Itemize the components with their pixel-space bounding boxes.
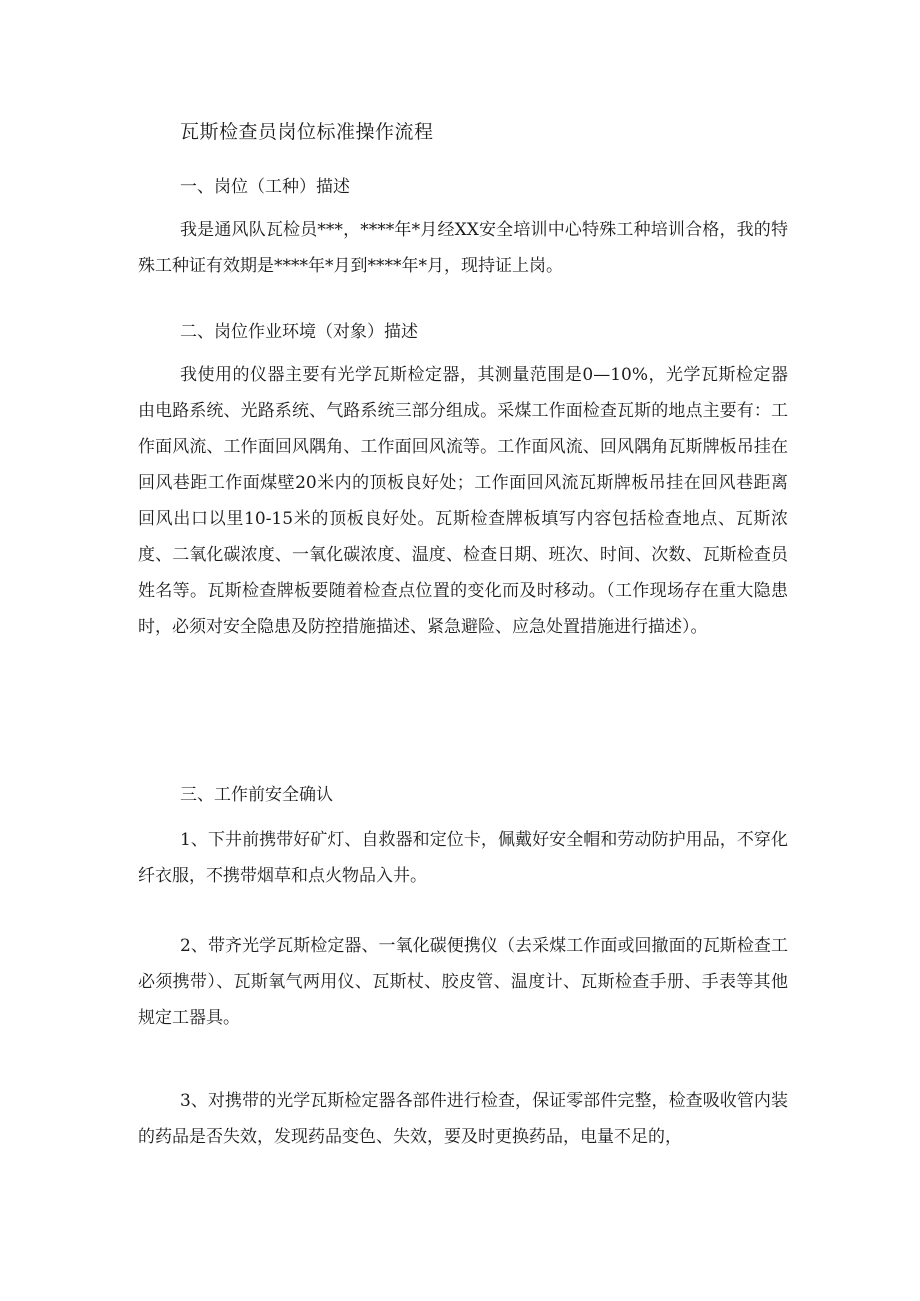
section-1-heading: 一、岗位（工种）描述	[180, 177, 350, 197]
document-title: 瓦斯检查员岗位标准操作流程	[180, 121, 434, 143]
section-2-heading: 二、岗位作业环境（对象）描述	[180, 322, 418, 342]
section-3-heading: 三、工作前安全确认	[180, 785, 333, 805]
section-3-item-3: 3、对携带的光学瓦斯检定器各部件进行检查，保证零部件完整，检查吸收管内装的药品是否失效，发现药品变色、失效，要及时更换药品，电量不足的，	[138, 1091, 788, 1147]
section-1-paragraph: 我是通风队瓦检员***，****年*月经XX安全培训中心特殊工种培训合格，我的特殊工种证有效期是****年*月到****年*月，现持证上岗。	[138, 220, 788, 276]
section-3-item-1: 1、下井前携带好矿灯、自救器和定位卡，佩戴好安全帽和劳动防护用品，不穿化纤衣服，不携带烟草和点火物品入井。	[138, 830, 788, 886]
section-2-paragraph: 我使用的仪器主要有光学瓦斯检定器，其测量范围是0—10%，光学瓦斯检定器由电路系统、光路系统、气路系统三部分组成。采煤工作面检查瓦斯的地点主要有：工作面风流、工作面回风隅角、工作面回风流等。工作面风流、回风隅角瓦斯牌板吊挂在回风巷距工作面煤壁20米内的顶板良好处；工作面回风流瓦斯牌板吊挂在回风巷距离回风出口以里10-15米的顶板良好处。瓦斯检查牌板填写内容包括检查地点、瓦斯浓度、二氧化碳浓度、一氧化碳浓度、温度、检查日期、班次、时间、次数、瓦斯检查员姓名等。瓦斯检查牌板要随着检查点位置的变化而及时移动。（工作现场存在重大隐患时，必须对安全隐患及防控措施描述、紧急避险、应急处置措施进行描述）。	[138, 365, 788, 637]
section-3-item-2: 2、带齐光学瓦斯检定器、一氧化碳便携仪（去采煤工作面或回撤面的瓦斯检查工必须携带）、瓦斯氧气两用仪、瓦斯杖、胶皮管、温度计、瓦斯检查手册、手表等其他规定工器具。	[138, 936, 788, 1028]
